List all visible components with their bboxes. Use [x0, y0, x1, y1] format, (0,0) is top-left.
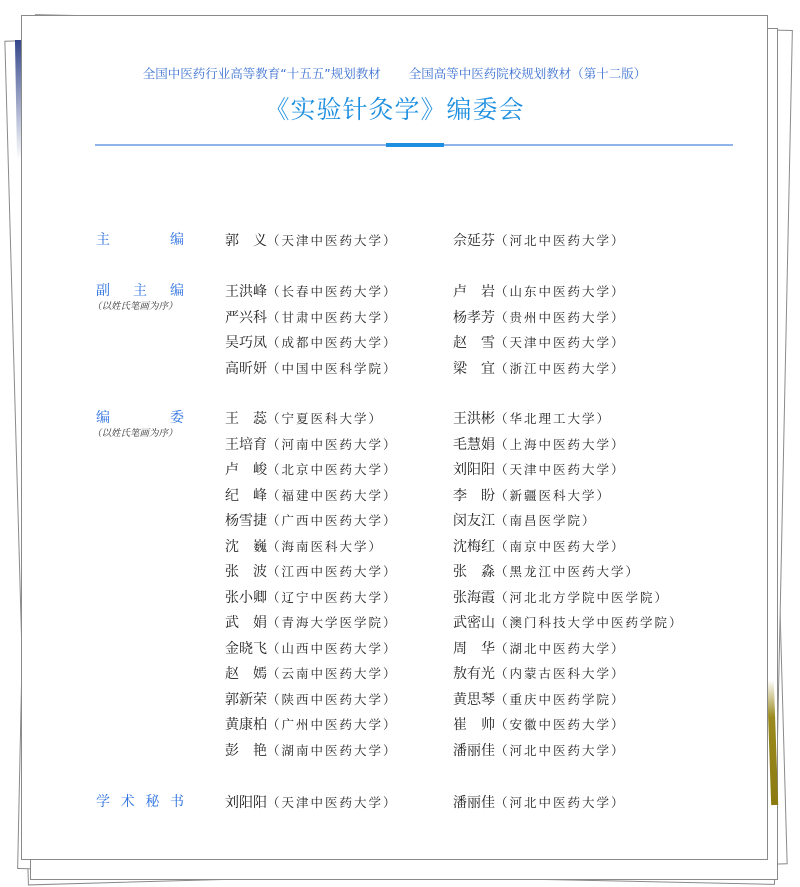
member-affiliation: （上海中医药大学）	[495, 436, 626, 452]
member-entry	[453, 587, 669, 607]
member-entry	[453, 281, 626, 301]
member-affiliation: （山西中医药大学）	[267, 640, 398, 656]
member-affiliation: （南昌医学院）	[495, 513, 597, 528]
member-entry	[453, 510, 597, 530]
member-name: 吴巧凤	[225, 335, 267, 351]
member-name: 杨孝芳	[453, 309, 495, 326]
member-entry	[453, 332, 626, 352]
member-name: 张海霞	[453, 589, 495, 606]
member-entry	[453, 434, 626, 454]
member-entry	[453, 536, 626, 556]
member-name: 崔 帅	[453, 717, 495, 733]
member-affiliation: （内蒙古医科大学）	[495, 666, 626, 681]
member-name: 沈梅红	[453, 538, 495, 555]
section-label-char: 编	[96, 410, 110, 426]
section-label	[96, 791, 184, 811]
section-label	[96, 280, 184, 300]
series-line	[22, 64, 767, 82]
member-affiliation: （河北中医药大学）	[495, 233, 626, 248]
member-entry	[453, 638, 626, 658]
member-affiliation: （河北中医药大学）	[495, 795, 626, 810]
member-entry	[225, 281, 398, 301]
member-entry	[225, 230, 398, 250]
member-entry	[453, 408, 611, 428]
member-entry	[453, 561, 640, 581]
member-name: 刘阳阳	[453, 462, 495, 478]
section-label-char: 副	[96, 283, 110, 299]
section-label-char: 委	[170, 410, 184, 426]
member-affiliation: （天津中医药大学）	[495, 335, 626, 350]
member-entry	[225, 561, 398, 581]
member-affiliation: （陕西中医药大学）	[267, 691, 398, 707]
section-label-char: 编	[170, 232, 184, 248]
member-name: 张小卿	[225, 589, 267, 606]
member-affiliation: （湖北中医药大学）	[495, 640, 626, 656]
member-name: 王 蕊	[225, 411, 267, 427]
member-entry	[225, 510, 398, 530]
member-entry	[225, 612, 398, 632]
section-label	[96, 407, 184, 427]
member-name: 赵 嫣	[225, 666, 267, 682]
member-name: 杨雪捷	[225, 513, 267, 529]
member-name: 黄思琴	[453, 691, 495, 708]
member-affiliation: （青海大学医学院）	[267, 615, 398, 630]
member-affiliation: （云南中医药大学）	[267, 666, 398, 681]
member-entry	[225, 408, 383, 428]
member-name: 闵友江	[453, 513, 495, 529]
member-affiliation: （南京中医药大学）	[495, 538, 626, 554]
member-name: 郭新荣	[225, 691, 267, 708]
member-name: 王洪峰	[225, 284, 267, 300]
member-name: 黄康柏	[225, 717, 267, 733]
member-entry	[453, 230, 626, 250]
member-entry	[225, 792, 398, 812]
member-entry	[225, 663, 398, 683]
member-affiliation: （北京中医药大学）	[267, 462, 398, 477]
member-affiliation: （中国中医科学院）	[267, 360, 398, 376]
member-name: 高昕妍	[225, 360, 267, 377]
member-entry	[453, 307, 626, 327]
member-name: 张 淼	[453, 564, 495, 580]
member-name: 金晓飞	[225, 640, 267, 657]
series-right: 全国高等中医药院校规划教材（第十二版）	[408, 66, 647, 81]
member-name: 敖有光	[453, 666, 495, 682]
member-entry	[225, 638, 398, 658]
section-label-char: 术	[120, 794, 135, 810]
divider-accent	[386, 143, 444, 147]
member-affiliation: （澳门科技大学中医药学院）	[495, 615, 684, 630]
section-note: （以姓氏笔画为序）	[92, 301, 178, 312]
member-entry	[453, 358, 626, 378]
member-name: 武 娟	[225, 615, 267, 631]
section-note: （以姓氏笔画为序）	[92, 428, 178, 439]
member-name: 王培育	[225, 436, 267, 453]
member-name: 张 波	[225, 564, 267, 580]
member-entry	[225, 358, 398, 378]
member-affiliation: （浙江中医药大学）	[495, 360, 626, 376]
member-entry	[225, 689, 398, 709]
member-entry	[225, 332, 398, 352]
member-affiliation: （华北理工大学）	[495, 411, 612, 426]
member-name: 卢 峻	[225, 462, 267, 478]
member-affiliation: （贵州中医药大学）	[495, 309, 626, 325]
member-name: 郭 义	[225, 233, 267, 249]
member-affiliation: （重庆中医药学院）	[495, 691, 626, 707]
member-entry	[453, 714, 626, 734]
member-entry	[225, 587, 398, 607]
member-affiliation: （新疆医科大学）	[495, 487, 612, 503]
section-label-char: 秘	[145, 794, 160, 810]
member-name: 梁 宜	[453, 360, 495, 377]
member-name: 潘丽佳	[453, 795, 495, 811]
member-affiliation: （黑龙江中医药大学）	[495, 564, 641, 579]
member-affiliation: （广西中医药大学）	[267, 513, 398, 528]
member-affiliation: （安徽中医药大学）	[495, 717, 626, 732]
member-name: 赵 雪	[453, 335, 495, 351]
member-name: 严兴科	[225, 309, 267, 326]
member-name: 武密山	[453, 615, 495, 631]
member-entry	[453, 459, 626, 479]
member-entry	[453, 740, 626, 760]
section-label-char: 书	[169, 794, 184, 810]
member-name: 王洪彬	[453, 411, 495, 427]
member-affiliation: （天津中医药大学）	[495, 462, 626, 477]
member-entry	[225, 714, 398, 734]
member-name: 李 盼	[453, 487, 495, 504]
member-entry	[225, 459, 398, 479]
member-affiliation: （福建中医药大学）	[267, 487, 398, 503]
section-label-char: 主	[133, 283, 147, 299]
member-entry	[453, 689, 626, 709]
member-affiliation: （河北中医药大学）	[495, 742, 626, 758]
section-label-char: 编	[170, 283, 184, 299]
member-affiliation: （成都中医药大学）	[267, 335, 398, 350]
member-entry	[225, 434, 398, 454]
member-entry	[453, 485, 611, 505]
member-affiliation: （江西中医药大学）	[267, 564, 398, 579]
member-entry	[225, 307, 398, 327]
member-affiliation: （甘肃中医药大学）	[267, 309, 398, 325]
member-name: 周 华	[453, 640, 495, 657]
member-name: 潘丽佳	[453, 742, 495, 759]
member-name: 佘延芬	[453, 233, 495, 249]
member-entry	[225, 740, 398, 760]
member-affiliation: （天津中医药大学）	[267, 233, 398, 248]
section-label-char: 学	[96, 794, 110, 810]
member-name: 毛慧娟	[453, 436, 495, 453]
section-label	[96, 229, 184, 249]
member-entry	[453, 663, 626, 683]
member-affiliation: （长春中医药大学）	[267, 284, 398, 299]
member-affiliation: （海南医科大学）	[267, 538, 384, 554]
section-label-char: 主	[96, 232, 110, 248]
member-name: 卢 岩	[453, 284, 495, 300]
series-left: 全国中医药行业高等教育“十五五”规划教材	[142, 66, 381, 81]
document-page	[21, 15, 768, 860]
member-affiliation: （湖南中医药大学）	[267, 742, 398, 758]
member-affiliation: （河北北方学院中医学院）	[495, 589, 670, 605]
member-affiliation: （宁夏医科大学）	[267, 411, 384, 426]
member-affiliation: （天津中医药大学）	[267, 795, 398, 810]
member-name: 彭 艳	[225, 742, 267, 759]
page-title: 《实验针灸学》编委会	[264, 95, 525, 124]
member-name: 刘阳阳	[225, 795, 267, 811]
member-affiliation: （广州中医药大学）	[267, 717, 398, 732]
member-entry	[225, 485, 398, 505]
member-name: 纪 峰	[225, 487, 267, 504]
member-name: 沈 巍	[225, 538, 267, 555]
member-affiliation: （山东中医药大学）	[495, 284, 626, 299]
member-affiliation: （辽宁中医药大学）	[267, 589, 398, 605]
member-entry	[225, 536, 383, 556]
member-entry	[453, 612, 684, 632]
member-affiliation: （河南中医药大学）	[267, 436, 398, 452]
member-entry	[453, 792, 626, 812]
